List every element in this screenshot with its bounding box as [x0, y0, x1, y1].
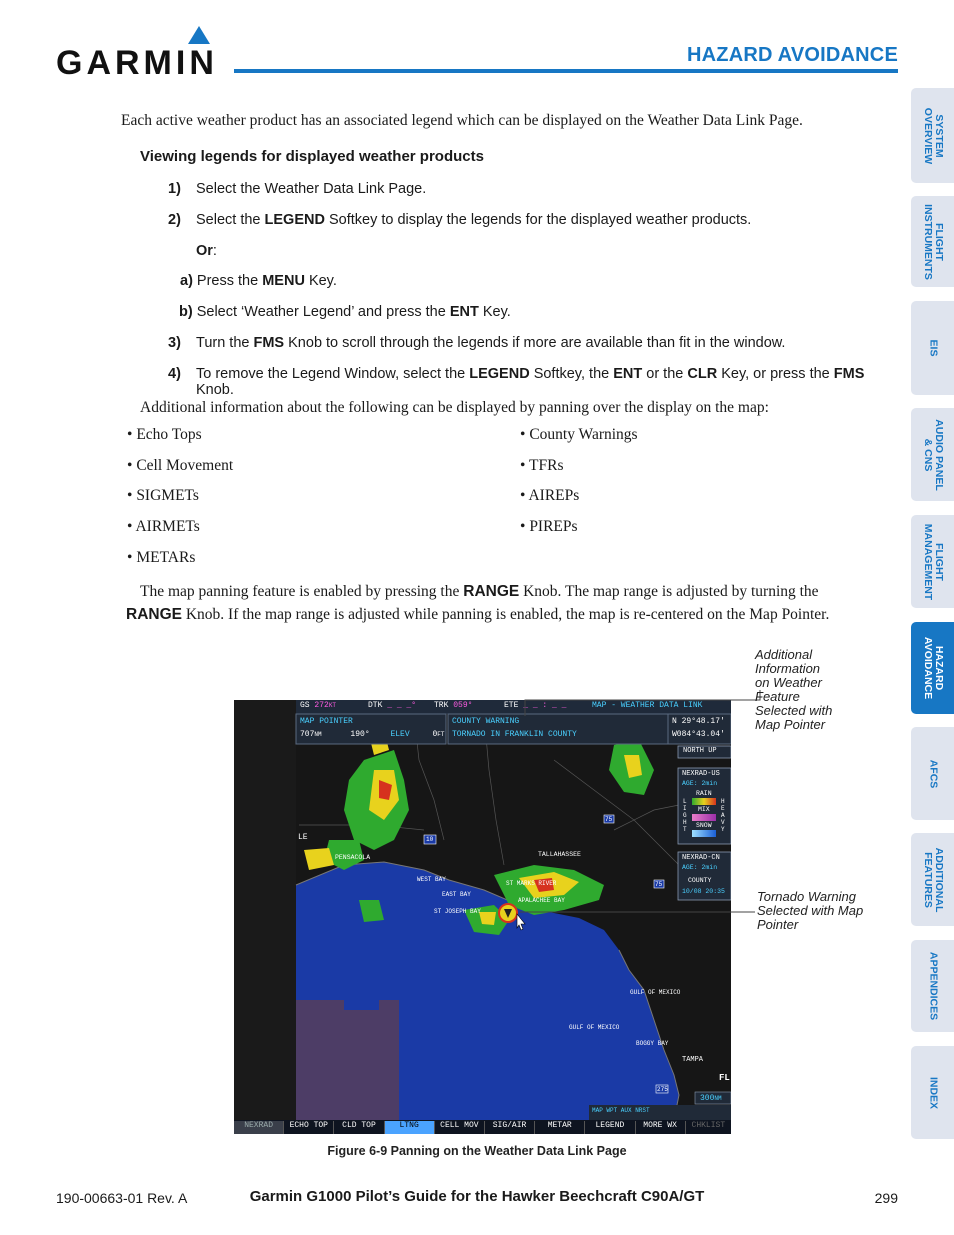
step-1: 1) Select the Weather Data Link Page. [168, 181, 427, 197]
step-or: Or: [196, 243, 217, 259]
tab-afcs[interactable]: AFCS [911, 727, 954, 820]
mix-label: MIX [698, 806, 710, 813]
county-label: COUNTY [688, 877, 712, 884]
annotation-tornado-warning: Tornado Warning Selected with Map Pointer [757, 889, 864, 932]
tab-system-overview[interactable]: SYSTEM OVERVIEW [911, 88, 954, 183]
map-label-pensacola: PENSACOLA [335, 854, 371, 861]
intro-paragraph: Each active weather product has an associated legend which can be displayed on the Weather Data Link Page. [121, 112, 803, 129]
range-key: RANGE [126, 606, 182, 623]
topbar-ete: ETE _ _ : _ _ [504, 701, 567, 710]
highway-10: 10 [426, 836, 434, 843]
orientation-label: NORTH UP [683, 747, 717, 755]
map-range: 300NM [700, 1094, 722, 1103]
pointer-lon: W084°43.04' [672, 730, 725, 739]
softkey-cld-top[interactable]: CLD TOP [333, 1121, 383, 1134]
list-item: • TFRs [520, 457, 564, 474]
topbar-dtk: DTK _ _ _° [368, 701, 417, 710]
pointer-lat: N 29°48.17' [672, 717, 725, 726]
fms-key: FMS [253, 335, 285, 351]
nexrad-us-age: AGE: 2min [682, 780, 718, 787]
topbar-gs: GS 272KT [300, 701, 337, 710]
list-item: • SIGMETs [127, 487, 199, 504]
list-item: • County Warnings [520, 426, 638, 443]
map-label-tallahassee: TALLAHASSEE [538, 851, 581, 858]
panning-paragraph: The map panning feature is enabled by pressing the RANGE Knob. The map range is adjusted by turning the RANGE Knob. If the map range is adjusted while panning is enabled, the map is re-centered on the Map Pointer. [126, 583, 830, 623]
snow-label: SNOW [696, 822, 712, 829]
nexrad-cn-label: NEXRAD-CN [682, 854, 720, 862]
legend-key: LEGEND [264, 212, 325, 228]
softkey-sig-air[interactable]: SIG/AIR [484, 1121, 534, 1134]
tab-flight-management[interactable]: FLIGHT MANAGEMENT [911, 515, 954, 608]
annotation-additional-info: Additional Information on Weather Feature Selected with Map Pointer [755, 647, 833, 732]
map-pointer-title: MAP POINTER [300, 717, 353, 726]
softkey-ltng[interactable]: LTNG [384, 1121, 434, 1134]
list-item: • AIRMETs [127, 518, 200, 535]
page-group-indicator: MAP WPT AUX NRST [592, 1107, 650, 1114]
softkey-cell-mov[interactable]: CELL MOV [434, 1121, 484, 1134]
list-item: • Cell Movement [127, 457, 234, 474]
figure-caption: Figure 6-9 Panning on the Weather Data Link Page [327, 1144, 627, 1158]
ent-key: ENT [449, 304, 479, 320]
map-label-le: LE [298, 833, 308, 842]
list-item: • PIREPs [520, 518, 578, 535]
map-label-apalachee-bay: APALACHEE BAY [518, 897, 565, 904]
list-item: • AIREPs [520, 487, 580, 504]
map-pointer-values: 707NM 190° ELEV 0FT [300, 730, 445, 739]
page-title: MAP - WEATHER DATA LINK [592, 701, 703, 710]
nexrad-us-label: NEXRAD-US [682, 770, 720, 778]
step-2: 2) Select the LEGEND Softkey to display the legends for the displayed weather products. [168, 212, 752, 228]
map-label-gulf-of-mexico-2: GULF OF MEXICO [569, 1024, 620, 1031]
tab-flight-instruments[interactable]: FLIGHT INSTRUMENTS [911, 196, 954, 287]
step-3: 3) Turn the FMS Knob to scroll through the legends if more are available than fit in the window. [168, 335, 786, 351]
step-2a: a) Press the MENU Key. [180, 273, 337, 289]
tab-hazard-avoidance[interactable]: HAZARD AVOIDANCE [911, 622, 954, 714]
list-item: • Echo Tops [127, 426, 202, 443]
map-label-east-bay: EAST BAY [442, 891, 471, 898]
step-4: 4) To remove the Legend Window, select the LEGEND Softkey, the ENT or the CLR Key, or press the FMS Knob. [168, 366, 865, 398]
map-label-fl: FL [719, 1073, 730, 1083]
softkey-echo-top[interactable]: ECHO TOP [283, 1121, 333, 1134]
rain-label: RAIN [696, 790, 712, 797]
tab-eis[interactable]: EIS [911, 301, 954, 395]
tab-audio-panel-cns[interactable]: AUDIO PANEL & CNS [911, 408, 954, 501]
map-label-boggy-bay: BOGGY BAY [636, 1040, 669, 1047]
highway-75b: 75 [655, 881, 663, 888]
tab-appendices[interactable]: APPENDICES [911, 940, 954, 1032]
highway-75a: 75 [605, 816, 613, 823]
light-label: LIGHT [683, 798, 687, 833]
map-label-st-joseph-bay: ST JOSEPH BAY [434, 908, 481, 915]
document-title: Garmin G1000 Pilot’s Guide for the Hawker Beechcraft C90A/GT [249, 1188, 705, 1205]
step-2b: b) Select ‘Weather Legend’ and press the ENT Key. [179, 304, 511, 320]
tab-additional-features[interactable]: ADDITIONAL FEATURES [911, 833, 954, 926]
page-number: 299 [874, 1190, 898, 1206]
logo-wordmark: GARMIN [56, 44, 218, 82]
list-item: • METARs [127, 549, 196, 566]
tab-index[interactable]: INDEX [911, 1046, 954, 1139]
softkey-chklist[interactable]: CHKLIST [685, 1121, 731, 1134]
map-label-west-bay: WEST BAY [417, 876, 446, 883]
topbar-trk: TRK 059° [434, 701, 473, 710]
procedure-heading: Viewing legends for displayed weather products [140, 148, 484, 165]
map-label-st-marks-river: ST MARKS RIVER [506, 880, 557, 887]
document-number: 190-00663-01 Rev. A [56, 1190, 188, 1206]
county-warning-title: COUNTY WARNING [452, 717, 520, 726]
map-label-gulf-of-mexico-1: GULF OF MEXICO [630, 989, 681, 996]
menu-key: MENU [262, 273, 305, 289]
softkey-more-wx[interactable]: MORE WX [635, 1121, 685, 1134]
heavy-label: HEAVY [721, 798, 725, 833]
map-label-tampa: TAMPA [682, 1056, 704, 1064]
range-key: RANGE [463, 583, 520, 600]
highway-275: 275 [657, 1086, 668, 1093]
county-warning-text: TORNADO IN FRANKLIN COUNTY [452, 730, 577, 739]
section-title: HAZARD AVOIDANCE [687, 44, 898, 66]
additional-info-paragraph: Additional information about the following can be displayed by panning over the display on the map: [140, 399, 769, 416]
softkey-legend[interactable]: LEGEND [584, 1121, 634, 1134]
nexrad-cn-age: AGE: 2min [682, 864, 718, 871]
softkey-nexrad[interactable]: NEXRAD [234, 1121, 283, 1134]
county-time: 10/08 20:35 [682, 888, 725, 895]
softkey-metar[interactable]: METAR [534, 1121, 584, 1134]
